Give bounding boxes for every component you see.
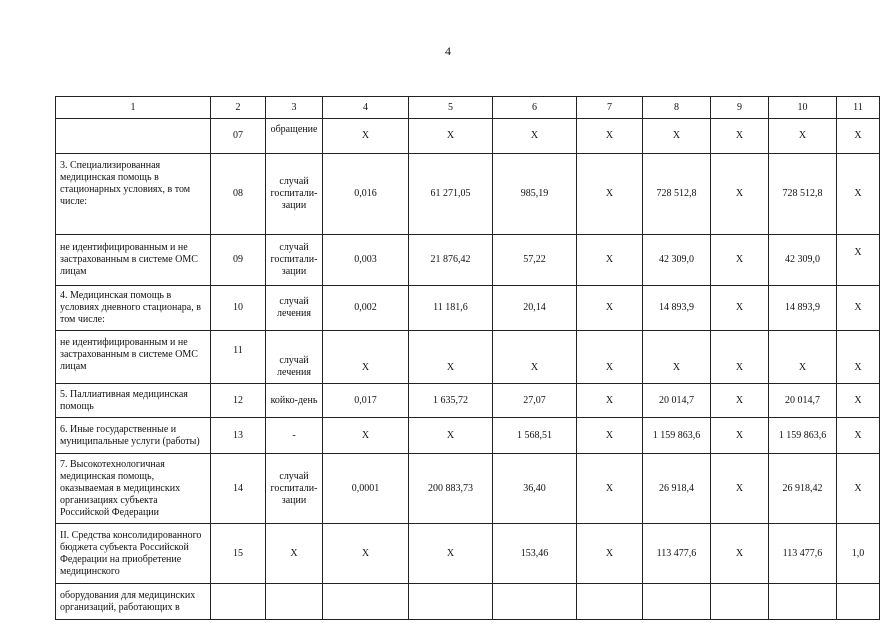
value-cell: 21 876,42	[409, 235, 493, 286]
row-code-cell	[211, 584, 266, 620]
row-code-cell: 14	[211, 454, 266, 524]
header-cell: 10	[769, 97, 837, 119]
unit-cell: случай госпитали-зации	[266, 154, 323, 235]
table-row	[56, 584, 880, 620]
value-cell: X	[711, 331, 769, 384]
row-name-cell	[56, 119, 211, 154]
value-cell: 20 014,7	[769, 384, 837, 418]
value-cell: X	[769, 119, 837, 154]
header-cell: 1	[56, 97, 211, 119]
value-cell: X	[323, 524, 409, 584]
value-cell: 985,19	[493, 154, 577, 235]
value-cell: 42 309,0	[643, 235, 711, 286]
value-cell: X	[837, 235, 880, 286]
value-cell: 26 918,4	[643, 454, 711, 524]
table-row	[56, 286, 880, 331]
row-code-cell: 12	[211, 384, 266, 418]
value-cell: X	[711, 384, 769, 418]
table-row	[56, 235, 880, 286]
value-cell: 200 883,73	[409, 454, 493, 524]
table-row	[56, 418, 880, 454]
value-cell: X	[577, 418, 643, 454]
value-cell: 20,14	[493, 286, 577, 331]
value-cell: 20 014,7	[643, 384, 711, 418]
value-cell: 57,22	[493, 235, 577, 286]
row-name-cell: 4. Медицинская помощь в условиях дневного стационара, в том числе:	[56, 286, 211, 331]
table-row	[56, 154, 880, 235]
value-cell: X	[577, 119, 643, 154]
row-name-cell: не идентифицированным и не застрахованным в системе ОМС лицам	[56, 331, 211, 384]
value-cell: X	[711, 154, 769, 235]
value-cell	[643, 584, 711, 620]
unit-cell: случай лечения	[266, 331, 323, 384]
row-code-cell: 10	[211, 286, 266, 331]
value-cell: X	[711, 235, 769, 286]
value-cell: 153,46	[493, 524, 577, 584]
value-cell: X	[577, 235, 643, 286]
value-cell: X	[711, 418, 769, 454]
header-cell: 9	[711, 97, 769, 119]
value-cell: 1 159 863,6	[769, 418, 837, 454]
value-cell: X	[323, 418, 409, 454]
value-cell	[577, 584, 643, 620]
value-cell: 36,40	[493, 454, 577, 524]
row-code-cell: 09	[211, 235, 266, 286]
header-cell: 2	[211, 97, 266, 119]
value-cell	[711, 584, 769, 620]
value-cell: 42 309,0	[769, 235, 837, 286]
value-cell: X	[643, 331, 711, 384]
row-code-cell: 08	[211, 154, 266, 235]
value-cell: X	[323, 331, 409, 384]
value-cell: X	[711, 119, 769, 154]
value-cell: X	[711, 454, 769, 524]
value-cell: X	[493, 119, 577, 154]
table-row	[56, 119, 880, 154]
value-cell	[493, 584, 577, 620]
value-cell: X	[643, 119, 711, 154]
value-cell: X	[577, 524, 643, 584]
row-code-cell: 15	[211, 524, 266, 584]
value-cell: X	[837, 454, 880, 524]
value-cell: X	[577, 384, 643, 418]
value-cell: X	[711, 286, 769, 331]
row-code-cell: 07	[211, 119, 266, 154]
row-name-cell: 6. Иные государственные и муниципальные услуги (работы)	[56, 418, 211, 454]
value-cell	[769, 584, 837, 620]
value-cell: 1 159 863,6	[643, 418, 711, 454]
table-row	[56, 454, 880, 524]
value-cell: X	[493, 331, 577, 384]
unit-cell	[266, 584, 323, 620]
value-cell: X	[837, 286, 880, 331]
value-cell: X	[409, 418, 493, 454]
row-name-cell: не идентифицированным и не застрахованным в системе ОМС лицам	[56, 235, 211, 286]
value-cell: 27,07	[493, 384, 577, 418]
row-code-cell: 11	[211, 331, 266, 384]
value-cell: X	[837, 331, 880, 384]
unit-cell: случай госпитали-зации	[266, 235, 323, 286]
header-cell: 5	[409, 97, 493, 119]
row-name-cell: 7. Высокотехнологичная медицинская помощь, оказываемая в медицинских организациях субъекта Российской Федерации	[56, 454, 211, 524]
unit-cell: обращение	[266, 119, 323, 154]
value-cell: X	[409, 331, 493, 384]
value-cell: X	[837, 418, 880, 454]
value-cell: 0,017	[323, 384, 409, 418]
value-cell: 14 893,9	[769, 286, 837, 331]
value-cell: 11 181,6	[409, 286, 493, 331]
header-cell: 7	[577, 97, 643, 119]
value-cell: X	[577, 154, 643, 235]
value-cell: X	[323, 119, 409, 154]
unit-cell: -	[266, 418, 323, 454]
row-name-cell: II. Средства консолидированного бюджета субъекта Российской Федерации на приобретение медицинского	[56, 524, 211, 584]
table-header-row	[56, 97, 880, 119]
value-cell	[323, 584, 409, 620]
value-cell: 61 271,05	[409, 154, 493, 235]
header-cell: 11	[837, 97, 880, 119]
value-cell	[409, 584, 493, 620]
value-cell: 1 635,72	[409, 384, 493, 418]
value-cell: X	[577, 286, 643, 331]
value-cell: 0,0001	[323, 454, 409, 524]
page-number: 4	[445, 44, 451, 58]
header-cell: 8	[643, 97, 711, 119]
value-cell: X	[837, 119, 880, 154]
value-cell: 1,0	[837, 524, 880, 584]
unit-cell: случай госпитали-зации	[266, 454, 323, 524]
unit-cell: койко-день	[266, 384, 323, 418]
table-row	[56, 384, 880, 418]
table-row	[56, 331, 880, 384]
row-code-cell: 13	[211, 418, 266, 454]
row-name-cell: 5. Паллиативная медицинская помощь	[56, 384, 211, 418]
value-cell: 728 512,8	[769, 154, 837, 235]
data-table	[55, 96, 880, 620]
value-cell: X	[711, 524, 769, 584]
unit-cell: случай лечения	[266, 286, 323, 331]
value-cell: X	[577, 331, 643, 384]
value-cell: X	[577, 454, 643, 524]
value-cell: X	[837, 384, 880, 418]
value-cell: 113 477,6	[643, 524, 711, 584]
header-cell: 6	[493, 97, 577, 119]
value-cell: 0,002	[323, 286, 409, 331]
header-cell: 4	[323, 97, 409, 119]
value-cell: X	[266, 524, 323, 584]
value-cell: 14 893,9	[643, 286, 711, 331]
row-name-cell: 3. Специализированная медицинская помощь в стационарных условиях, в том числе:	[56, 154, 211, 235]
header-cell: 3	[266, 97, 323, 119]
value-cell: X	[409, 524, 493, 584]
value-cell: X	[409, 119, 493, 154]
value-cell: 1 568,51	[493, 418, 577, 454]
row-name-cell: оборудования для медицинских организаций, работающих в	[56, 584, 211, 620]
value-cell: 0,003	[323, 235, 409, 286]
value-cell: 728 512,8	[643, 154, 711, 235]
value-cell: X	[769, 331, 837, 384]
value-cell: 0,016	[323, 154, 409, 235]
value-cell: 26 918,42	[769, 454, 837, 524]
table-row	[56, 524, 880, 584]
value-cell	[837, 584, 880, 620]
value-cell: 113 477,6	[769, 524, 837, 584]
value-cell: X	[837, 154, 880, 235]
